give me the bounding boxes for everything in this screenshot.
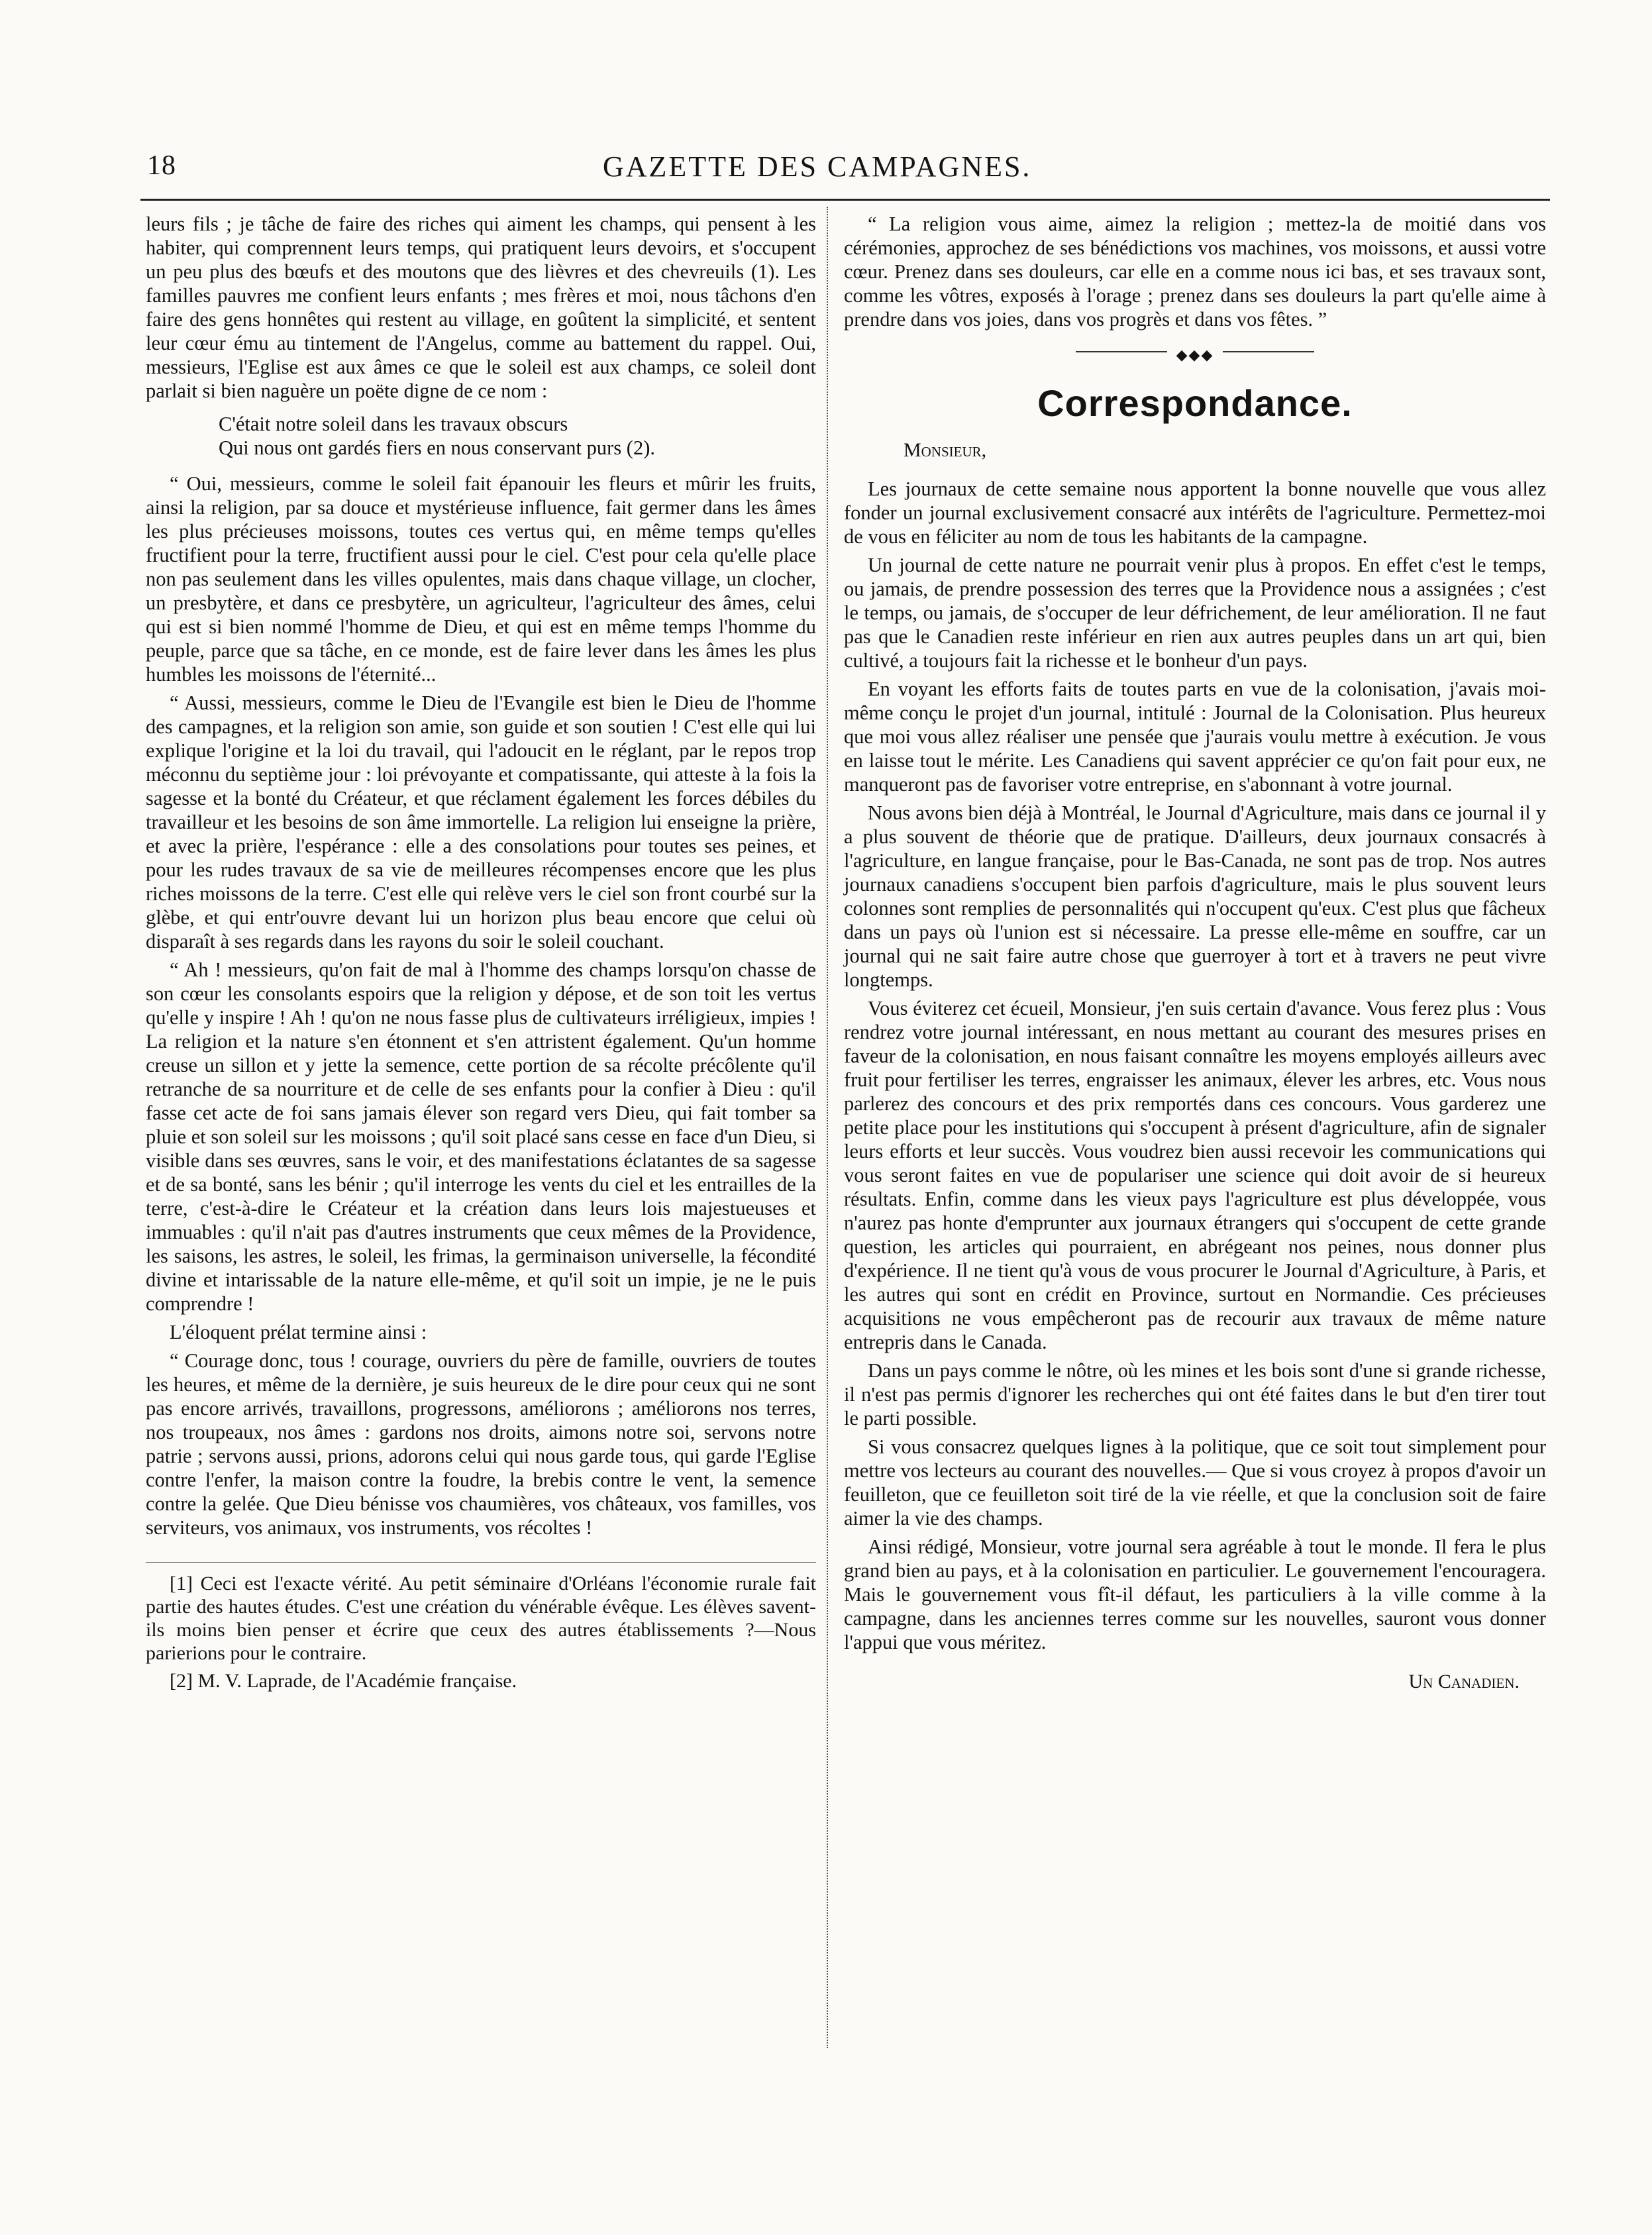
ornament-divider: ◆◆◆ — [1076, 351, 1314, 376]
paragraph: L'éloquent prélat termine ainsi : — [170, 1321, 427, 1343]
paragraph: “ Aussi, messieurs, comme le Dieu de l'Evangile est bien le Dieu de l'homme des campagnes, et la religion son amie, son guide et son soutien ! C'est elle qui lui explique l'origine et la loi du travail, qui l'adoucit en le réglant, par le repos trop méconnu du septième jour : loi prévoyante et compatissante, qui atteste à la fois la sagesse et la bonté du Créateur, et que réclament également les forces débiles du travailleur et les besoins de son âme immortelle. La religion lui enseigne la prière, et avec la prière, l'espérance : elle a des consolations pour toutes ses peines, et pour les rudes travaux de sa vie de meilleures récompenses encore que les plus riches moissons de la terre. C'est elle qui relève vers le ciel son front courbé sur la glèbe, et qui entr'ouvre devant lui un horizon plus beau encore que celui où disparaît à ses regards dans les rayons du soir le soleil couchant. — [146, 692, 816, 953]
paragraph: “ Oui, messieurs, comme le soleil fait épanouir les fleurs et mûrir les fruits, ainsi la religion, par sa douce et mystérieuse influence, fait germer dans les âmes les plus précieuses moissons, toutes ces vertus qui, en même temps qu'elles fructifient pour la terre, fructifient aussi pour le ciel. C'est pour cela qu'elle place non pas seulement dans les villes opulentes, mais dans chaque village, un clocher, un presbytère, et dans ce presbytère, un agriculteur, l'agriculteur des âmes, celui qui est si bien nommé l'homme de Dieu, et qui est en même temps l'homme du peuple, parce que sa tâche, en ce monde, est de faire lever dans les âmes les plus humbles les moissons de l'éternité... — [146, 472, 816, 686]
verse-line: Qui nous ont gardés fiers en nous conservant purs (2). — [219, 437, 655, 459]
paragraph: Si vous consacrez quelques lignes à la politique, que ce soit tout simplement pour mettre vos lecteurs au courant des nouvelles.— Que si vous croyez à propos d'avoir un feuilleton, que ce feuilleton soit tiré de la vie réelle, et que la conclusion soit de faire aimer la vie des champs. — [844, 1435, 1546, 1530]
paragraph: Un journal de cette nature ne pourrait venir plus à propos. En effet c'est le temps, ou jamais, de prendre possession des terres que la Providence nous a assignées ; c'est le temps, ou jamais, de s'occuper de leur défrichement, de leur amélioration. Il ne faut pas que le Canadien reste inférieur en rien aux autres peuples dans un art qui, bien cultivé, a toujours fait la richesse et le bonheur d'un pays. — [844, 554, 1546, 672]
salutation: Monsieur, — [903, 439, 987, 461]
section-title: Correspondance. — [1037, 382, 1353, 424]
column-divider — [827, 207, 828, 2048]
paragraph: Vous éviterez cet écueil, Monsieur, j'en suis certain d'avance. Vous ferez plus : Vous rendrez votre journal intéressant, en nous mettant au courant des mesures prises en faveur de la colonisation, en nous faisant connaître les moyens employés ailleurs avec fruit pour fertiliser les terres, engraisser les animaux, élever les arbres, etc. Vous nous parlerez des concours et des prix remportés dans ces concours. Vous garderez une petite place pour les institutions qui s'occupent à présent d'agriculture, afin de signaler leurs efforts et leur succès. Vous voudrez bien aussi recevoir les communications qui vous seront faites en vue de populariser une science qui doit avoir de si heureux résultats. Enfin, comme dans les vieux pays l'agriculture est plus développée, vous n'aurez pas honte d'emprunter aux journaux étrangers qui s'occupent de cette grande question, les articles qui pourraient, en abrégeant nos peines, nous donner plus d'expérience. Il ne tient qu'à vous de vous procurer le Journal d'Agriculture, à Paris, et les autres qui sont en crédit en Province, surtout en Normandie. Ces précieuses acquisitions ne vous empêcheront pas de recourir aux travaux de même nature entrepris dans le Canada. — [844, 997, 1546, 1353]
header-rule — [140, 199, 1550, 201]
footnote: [2] M. V. Laprade, de l'Académie française. — [170, 1670, 517, 1692]
footnotes — [146, 1562, 816, 1692]
signature: Un Canadien. — [1408, 1671, 1520, 1692]
verse-line: C'était notre soleil dans les travaux obscurs — [219, 413, 568, 435]
footnote: [1] Ceci est l'exacte vérité. Au petit séminaire d'Orléans l'économie rurale fait partie des hautes études. C'est une création du vénérable évêque. Les élèves savent-ils moins bien penser et écrire que ceux des autres établissements ?—Nous parierions pour le contraire. — [146, 1573, 816, 1664]
paragraph: “ Ah ! messieurs, qu'on fait de mal à l'homme des champs lorsqu'on chasse de son cœur les consolants espoirs que la religion y dépose, et de son toit les vertus qu'elle y inspire ! Ah ! qu'on ne nous fasse plus de cultivateurs irréligieux, impies ! La religion et la nature s'en étonnent et s'en attristent également. Qu'un homme creuse un sillon et y jette la semence, cette portion de sa récolte précôlente qu'il retranche de sa nourriture et de celle de ses enfants pour la confier à Dieu : qu'il fasse cet acte de foi sans jamais élever son regard vers Dieu, qui fait tomber sa pluie et son soleil sur les moissons ; qu'il soit placé sans cesse en face d'un Dieu, si visible dans ses œuvres, sans le voir, et des manifestations éclatantes de sa sagesse et de sa bonté, sans les bénir ; qu'il interroge les vents du ciel et les entrailles de la terre, c'est-à-dire le Créateur et la création dans leurs lois majestueuses et immuables : qu'il n'ait pas d'autres instruments que ceux mêmes de la Providence, les saisons, les astres, le soleil, les frimas, la germinaison universelle, la fécondité divine et intarissable de la nature elle-même, et qu'il soit un impie, je ne le puis comprendre ! — [146, 959, 816, 1315]
paragraph: Les journaux de cette semaine nous apportent la bonne nouvelle que vous allez fonder un journal exclusivement consacré aux intérêts de l'agriculture. Permettez-moi de vous en féliciter au nom de tous les habitants de la campagne. — [844, 478, 1546, 548]
verse-quote — [146, 412, 816, 460]
right-column — [844, 212, 1546, 1698]
paragraph: “ Courage donc, tous ! courage, ouvriers du père de famille, ouvriers de toutes les heures, et même de la dernière, je suis heureux de le dire pour ceux qui ne sont pas encore arrivés, travaillons, progressons, améliorons ; améliorons nos terres, nos troupeaux, nos âmes : gardons nos droits, aimons notre soi, servons notre patrie ; servons aussi, prions, adorons celui qui nous garde tous, qui garde l'Eglise contre l'enfer, la maison contre la foudre, la brebis contre le vent, la semence contre la gelée. Que Dieu bénisse vos chaumières, vos châteaux, vos familles, vos serviteurs, vos animaux, vos instruments, vos récoltes ! — [146, 1349, 816, 1539]
page-number: 18 — [147, 150, 176, 181]
left-column — [146, 212, 816, 1697]
paragraph: Nous avons bien déjà à Montréal, le Journal d'Agriculture, mais dans ce journal il y a plus souvent de théorie que de pratique. D'ailleurs, deux journaux consacrés à l'agriculture, en langue française, pour le Bas-Canada, ne sont pas de trop. Nos autres journaux canadiens s'occupent bien parfois d'agriculture, mais le plus souvent leurs colonnes sont remplies de personnalités qui n'occupent qu'eux. C'est plus que fâcheux dans un pays où l'union est si nécessaire. La presse elle-même en souffre, car un journal qui ne sait faire autre chose que guerroyer à tort et à travers ne peut vivre longtemps. — [844, 802, 1546, 991]
paragraph: leurs fils ; je tâche de faire des riches qui aiment les champs, qui pensent à les habiter, qui comprennent leurs temps, qui pratiquent leurs devoirs, et s'occupent un peu plus des bœufs et des moutons que des lièvres et des chevreuils (1). Les familles pauvres me confient leurs enfants ; mes frères et moi, nous tâchons d'en faire des gens honnêtes qui restent au village, en goûtent la simplicité, et sentent leur cœur ému au tintement de l'Angelus, comme au battement du rappel. Oui, messieurs, l'Eglise est aux âmes ce que le soleil est aux champs, ce soleil dont parlait si bien naguère un poëte digne de ce nom : — [146, 213, 816, 402]
paragraph: En voyant les efforts faits de toutes parts en vue de la colonisation, j'avais moi-même conçu le projet d'un journal, intitulé : Journal de la Colonisation. Plus heureux que moi vous allez réaliser une pensée que j'aurais voulu mettre à exécution. Je vous en laisse tout le mérite. Les Canadiens qui savent apprécier ce qu'on fait pour eux, ne manqueront pas de favoriser votre entreprise, en s'abonnant à votre journal. — [844, 678, 1546, 796]
paragraph: Dans un pays comme le nôtre, où les mines et les bois sont d'une si grande richesse, il n'est pas permis d'ignorer les recherches qui ont été faites dans le but d'en tirer tout le parti possible. — [844, 1359, 1546, 1429]
paragraph: “ La religion vous aime, aimez la religion ; mettez-la de moitié dans vos cérémonies, approchez de ses bénédictions vos machines, vos moissons, et aussi votre cœur. Prenez dans ses douleurs, car elle en a comme nous ici bas, et ses travaux sont, comme les vôtres, exposés à l'orage ; prenez dans ses douleurs la part qu'elle aime à prendre dans vos joies, dans vos progrès et dans vos fêtes. ” — [844, 213, 1546, 331]
masthead-title: GAZETTE DES CAMPAGNES. — [603, 150, 1032, 183]
paragraph: Ainsi rédigé, Monsieur, votre journal sera agréable à tout le monde. Il fera le plus grand bien au pays, et à la colonisation en particulier. Le gouvernement l'encouragera. Mais le gouvernement vous fît-il défaut, les particuliers à la ville comme à la campagne, dans les anciennes terres comme sur les nouvelles, sauront vous donner l'appui que vous méritez. — [844, 1535, 1546, 1653]
